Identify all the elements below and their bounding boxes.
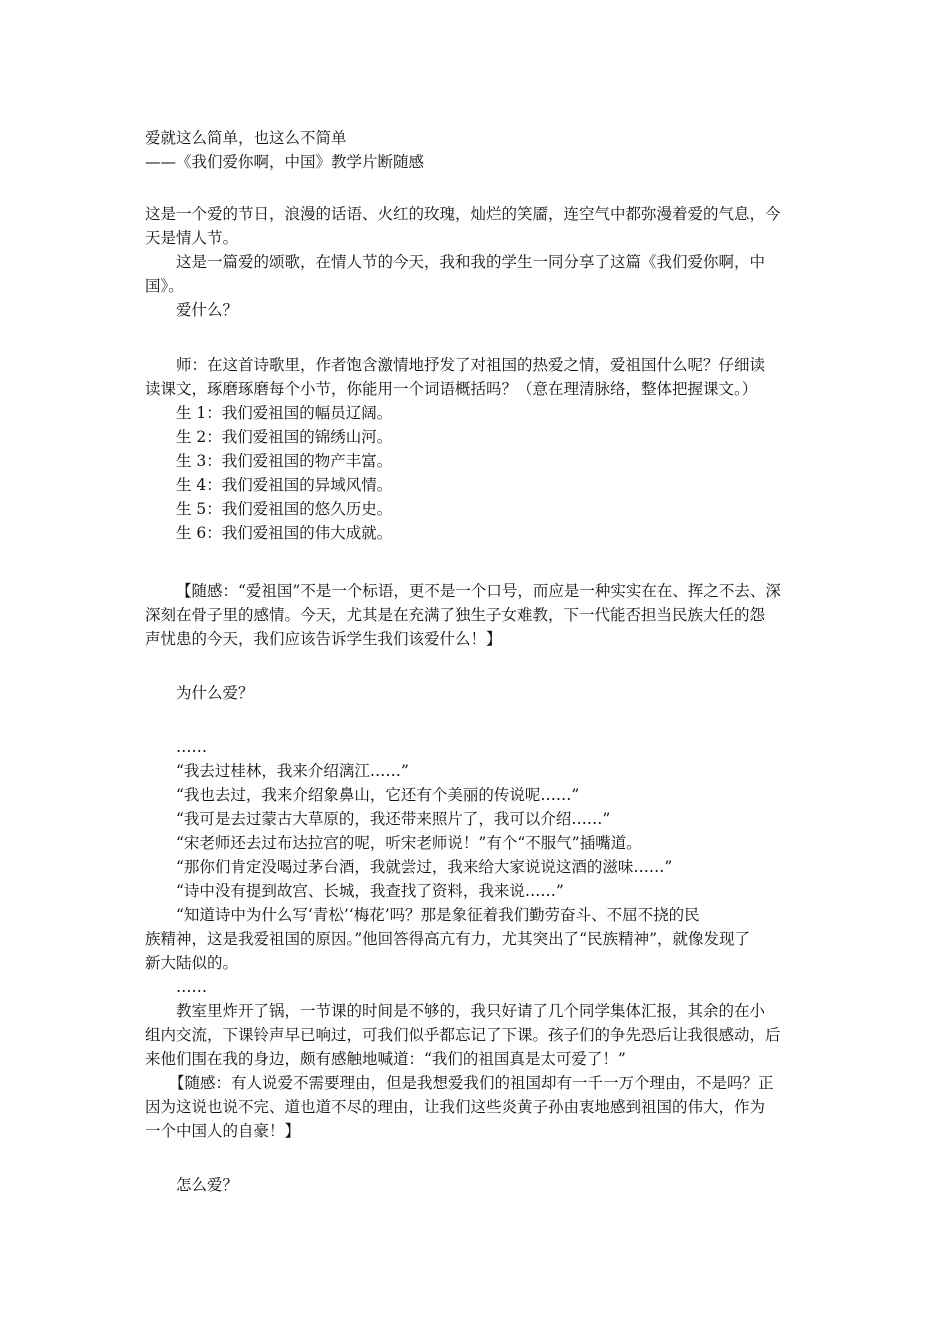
- student-quote: “我可是去过蒙古大草原的，我还带来照片了，我可以介绍……”: [176, 810, 611, 828]
- section-heading-what: 爱什么？: [176, 301, 239, 319]
- intro-paragraph-line: 天是情人节。: [145, 229, 239, 247]
- classroom-paragraph-line: 组内交流，下课铃声早已响过，可我们似乎都忘记了下课。孩子们的争先恐后让我很感动，后: [145, 1026, 781, 1044]
- student-quote: “诗中没有提到故宫、长城，我查找了资料，我来说……”: [176, 882, 564, 900]
- spirit-paragraph-line: 族精神，这是我爱祖国的原因。”他回答得高亢有力，尤其突出了“民族精神”，就像发现了: [145, 930, 751, 948]
- student-answer: 生 1：我们爱祖国的幅员辽阔。: [176, 404, 393, 422]
- section-heading-why: 为什么爱？: [176, 684, 254, 702]
- classroom-paragraph-line: 教室里炸开了锅，一节课的时间是不够的，我只好请了几个同学集体汇报，其余的在小: [176, 1002, 766, 1020]
- reflection-paragraph-line: 一个中国人的自豪！】: [145, 1122, 301, 1140]
- document-body: [145, 126, 810, 1197]
- ellipsis: ……: [176, 978, 207, 996]
- ellipsis: ……: [176, 738, 207, 756]
- intro-paragraph-line: 国》。: [145, 277, 184, 295]
- student-quote: “我也去过，我来介绍象鼻山，它还有个美丽的传说呢……”: [176, 786, 580, 804]
- student-quote: “宋老师还去过布达拉宫的呢，听宋老师说！”有个“不服气”插嘴道。: [176, 834, 642, 852]
- document-subtitle: ——《我们爱你啊，中国》教学片断随感: [145, 153, 425, 171]
- spirit-paragraph-line: “知道诗中为什么写‘青松’‘梅花’吗？那是象征着我们勤劳奋斗、不屈不挠的民: [176, 906, 700, 924]
- intro-paragraph-line: 这是一个爱的节日，浪漫的话语、火红的玫瑰，灿烂的笑靥，连空气中都弥漫着爱的气息，今: [145, 205, 781, 223]
- teacher-question-line: 读课文，琢磨琢磨每个小节，你能用一个词语概括吗？（意在理清脉络，整体把握课文。）: [145, 380, 758, 398]
- intro-paragraph-line: 这是一篇爱的颂歌，在情人节的今天，我和我的学生一同分享了这篇《我们爱你啊，中: [176, 253, 766, 271]
- reflection-paragraph-line: 因为这说也说不完、道也道不尽的理由，让我们这些炎黄子孙由衷地感到祖国的伟大，作为: [145, 1098, 766, 1116]
- student-answer: 生 4：我们爱祖国的异域风情。: [176, 476, 393, 494]
- student-answer: 生 5：我们爱祖国的悠久历史。: [176, 500, 393, 518]
- spirit-paragraph-line: 新大陆似的。: [145, 954, 239, 972]
- reflection-paragraph-line: 【随感：“爱祖国”不是一个标语，更不是一个口号，而应是一种实实在在、挥之不去、深: [176, 582, 781, 600]
- reflection-paragraph-line: 深刻在骨子里的感情。今天，尤其是在充满了独生子女难教，下一代能否担当民族大任的怨: [145, 606, 766, 624]
- student-answer: 生 6：我们爱祖国的伟大成就。: [176, 524, 393, 542]
- reflection-paragraph-line: 【随感：有人说爱不需要理由，但是我想爱我们的祖国却有一千一万个理由，不是吗？正: [169, 1074, 774, 1092]
- student-answer: 生 3：我们爱祖国的物产丰富。: [176, 452, 393, 470]
- student-quote: “我去过桂林，我来介绍漓江……”: [176, 762, 409, 780]
- section-heading-how: 怎么爱？: [176, 1176, 239, 1194]
- reflection-paragraph-line: 声忧患的今天，我们应该告诉学生我们该爱什么！】: [145, 630, 502, 648]
- student-quote: “那你们肯定没喝过茅台酒，我就尝过，我来给大家说说这酒的滋味……”: [176, 858, 673, 876]
- student-answer: 生 2：我们爱祖国的锦绣山河。: [176, 428, 393, 446]
- classroom-paragraph-line: 来他们围在我的身边，颇有感触地喊道：“我们的祖国真是太可爱了！”: [145, 1050, 626, 1068]
- teacher-question-line: 师：在这首诗歌里，作者饱含激情地抒发了对祖国的热爱之情，爱祖国什么呢？仔细读: [176, 356, 766, 374]
- document-title: 爱就这么简单，也这么不简单: [145, 129, 347, 147]
